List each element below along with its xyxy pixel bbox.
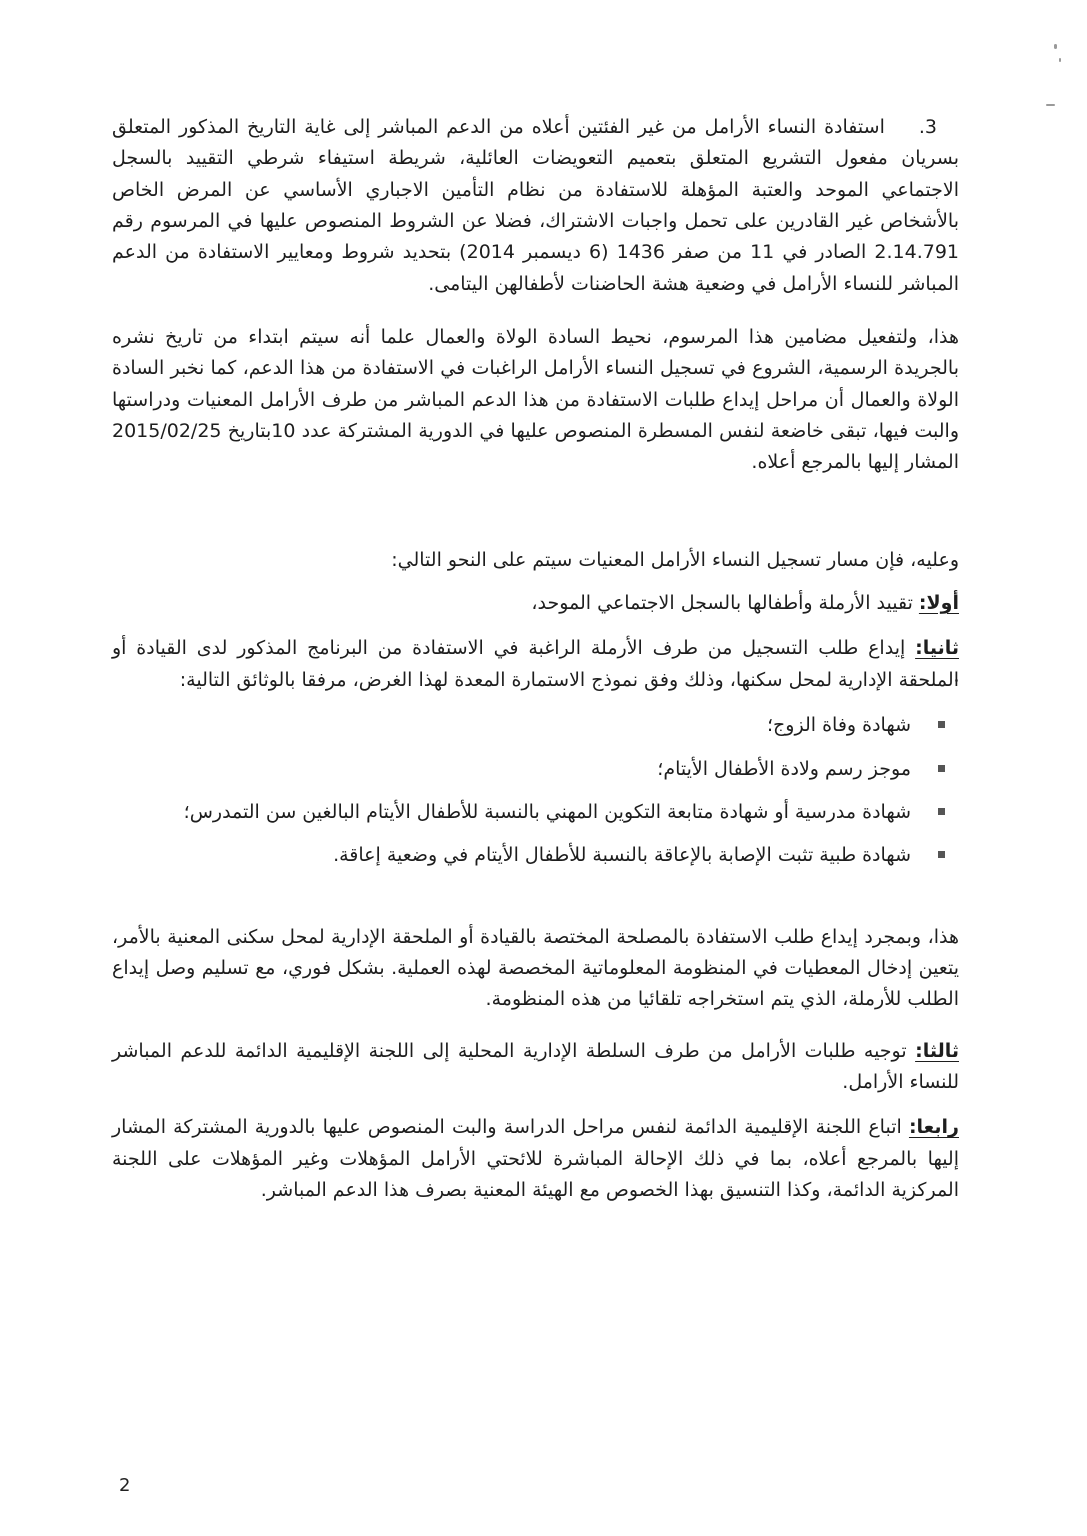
list-item — [112, 754, 959, 785]
step-1-text: تقييد الأرملة وأطفالها بالسجل الاجتماعي الموحد، — [531, 592, 919, 615]
item-3-paragraph — [112, 112, 959, 300]
step-4 — [112, 1112, 959, 1206]
page-number: 2 — [119, 1475, 131, 1496]
step-3-label: ثالثا: — [915, 1039, 959, 1062]
step-2-label: ثانيا: — [915, 637, 959, 660]
list-item-text: شهادة وفاة الزوج؛ — [767, 714, 911, 737]
step-2-text: إيداع طلب التسجيل من طرف الأرملة الراغبة في الاستفادة من البرنامج المذكور لدى القيادة أو الملحقة الإدارية لمحل سكنها، وذلك وفق نموذج الاستمارة المعدة لهذا الغرض، مرفقا بالوثائق التالية: — [112, 637, 959, 691]
step-3-text: توجيه طلبات الأرامل من طرف السلطة الإدارية المحلية إلى اللجنة الإقليمية الدائمة للدعم المباشر للنساء الأرامل. — [112, 1039, 959, 1093]
document-body — [112, 112, 959, 1220]
spacer — [112, 886, 959, 922]
list-item-text: شهادة طبية تثبت الإصابة بالإعاقة بالنسبة للأطفال الأيتام في وضعية إعاقة. — [333, 844, 911, 867]
activation-paragraph: هذا، ولتفعيل مضامين هذا المرسوم، نحيط السادة الولاة والعمال علما أنه سيتم ابتداء من تاريخ نشره بالجريدة الرسمية، الشروع في تسجيل النساء الأرامل الراغبات في الاستفادة من هذا الدعم، كما نخبر السادة الولاة والعمال أن مراحل إيداع طلبات الاستفادة من هذا الدعم المباشر من طرف الأرامل المعنيات ودراستها والبت فيها، تبقى خاضعة لنفس المسطرة المنصوص عليها في الدورية المشتركة عدد 10بتاريخ 2015/02/25 المشار إليها بالمرجع أعلاه. — [112, 326, 960, 474]
scan-speck — [1059, 58, 1061, 62]
required-documents-list — [112, 710, 959, 871]
step-3 — [112, 1036, 959, 1099]
deposit-paragraph: هذا، وبمجرد إيداع طلب الاستفادة بالمصلحة المختصة بالقيادة أو الملحقة الإدارية لمحل سكنى المعنية بالأمر، يتعين إدخال المعطيات في المنظومة المعلوماتية المخصصة لهذه العملية. بشكل فوري، مع تسليم وصل إيداع الطلب للأرملة، الذي يتم استخراجه تلقائيا من هذه المنظومة. — [112, 925, 959, 1011]
step-2 — [112, 633, 959, 696]
item-3-number: 3. — [918, 116, 937, 138]
list-item — [112, 840, 959, 871]
square-bullet-icon — [938, 808, 945, 815]
scan-speck — [1054, 44, 1057, 49]
square-bullet-icon — [938, 721, 945, 728]
square-bullet-icon — [938, 765, 945, 772]
step-1 — [112, 588, 959, 619]
spacer — [112, 499, 959, 545]
list-item — [112, 797, 959, 828]
square-bullet-icon — [938, 851, 945, 858]
list-item-text: شهادة مدرسية أو شهادة متابعة التكوين المهني بالنسبة للأطفال الأيتام البالغين سن التمدرس؛ — [183, 800, 911, 823]
registration-intro: وعليه، فإن مسار تسجيل النساء الأرامل المعنيات سيتم على النحو التالي: — [391, 548, 959, 571]
step-4-label: رابعا: — [908, 1116, 959, 1139]
step-1-label: أولا: — [918, 592, 959, 615]
item-3-text: استفادة النساء الأرامل من غير الفئتين أعلاه من الدعم المباشر إلى غاية التاريخ المذكور المتعلق بسريان مفعول التشريع المتعلق بتعميم التعويضات العائلية، شريطة استيفاء شرطي التقييد بالسجل الاجتماعي الموحد والعتبة المؤهلة للاستفادة من نظام التأمين الاجباري الأساسي عن المرض الخاص بالأشخاص غير القادرين على تحمل واجبات الاشتراك، فضلا عن الشروط المنصوص عليها في المرسوم رقم 2.14.791 الصادر في 11 من صفر 1436 (6 ديسمبر 2014) بتحديد شروط ومعايير الاستفادة من الدعم المباشر للنساء الأرامل في وضعية هشة الحاضنات لأطفالهن اليتامى. — [112, 116, 960, 295]
list-item — [112, 710, 959, 741]
step-4-text: اتباع اللجنة الإقليمية الدائمة لنفس مراحل الدراسة والبت المنصوص عليها بالدورية المشتركة المشار إليها بالمرجع أعلاه، بما في ذلك الإحالة المباشرة للائحتي الأرامل المؤهلات وغير المؤهلات على اللجنة المركزية الدائمة، وكذا التنسيق بهذا الخصوص مع الهيئة المعنية بصرف هذا الدعم المباشر. — [112, 1116, 959, 1201]
list-item-text: موجز رسم ولادة الأطفال الأيتام؛ — [657, 757, 911, 780]
scan-speck — [1046, 104, 1055, 106]
